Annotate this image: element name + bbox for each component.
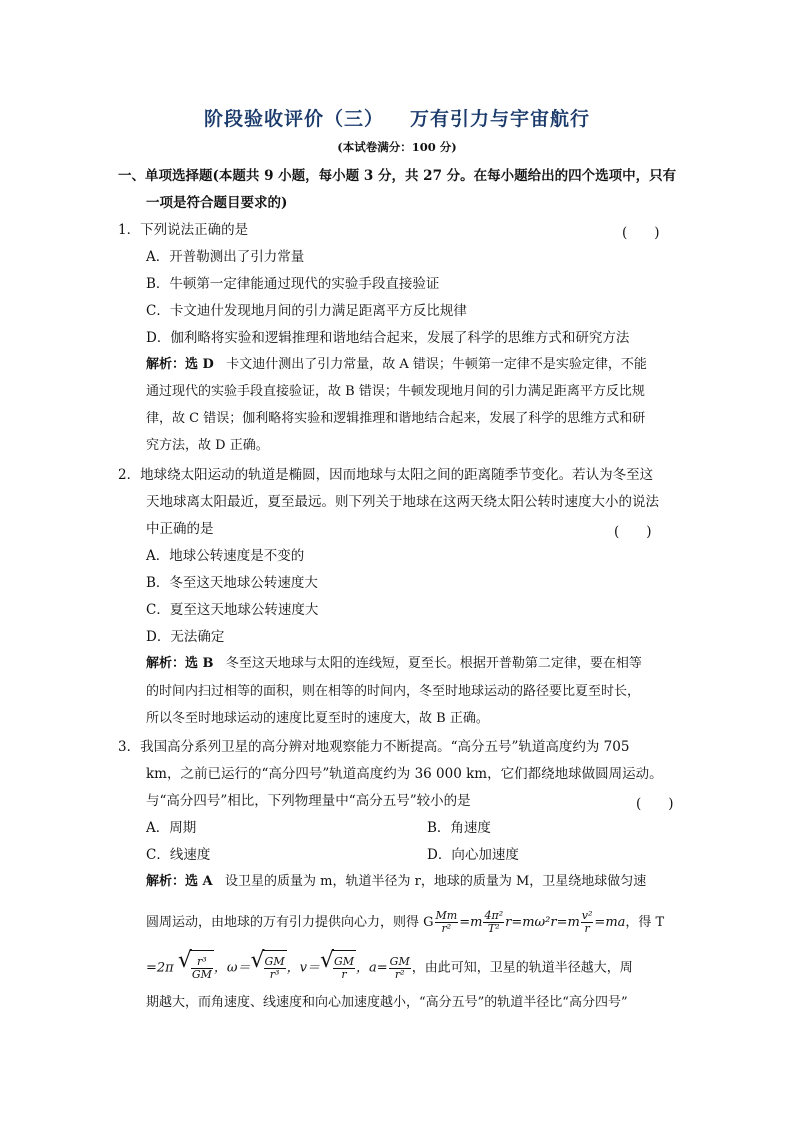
q3-explanation-text1: 设卫星的质量为 m，轨道半径为 r，地球的质量为 M，卫星绕地球做匀速 bbox=[225, 874, 647, 889]
q2-explanation-line3: 所以冬至时地球运动的速度比夏至时的速度大，故 B 正确。 bbox=[146, 711, 489, 726]
formula-sqrt-velocity: √ $\frac{GM}{r}$ bbox=[320, 950, 356, 986]
q2-option-a: A．地球公转速度是不变的 bbox=[146, 548, 305, 564]
q2-explanation-lead: 解析：选 B bbox=[146, 656, 214, 671]
q2-option-c: C．夏至这天地球公转速度大 bbox=[146, 602, 319, 618]
q3-explanation-text3: ，由此可知，卫星的轨道半径越大，周 bbox=[411, 960, 633, 976]
score-note: (本试卷满分：100 分) bbox=[337, 140, 457, 154]
q1-explanation-line2: 通过现代的实验手段直接验证，故 B 错误；牛顿发现地月间的引力满足距离平方反比规 bbox=[146, 384, 645, 399]
q3-option-b: B．角速度 bbox=[427, 820, 491, 836]
q1-explanation-line1 bbox=[146, 356, 647, 374]
q1-explanation-line4: 究方法，故 D 正确。 bbox=[146, 438, 269, 453]
formula-period-fraction: $\frac{\text{4π²}}{\text{T²}}$ bbox=[484, 909, 504, 935]
q1-option-b: B．牛顿第一定律能通过现代的实验手段直接验证 bbox=[146, 276, 440, 292]
section1-heading-line1: 一、单项选择题(本题共 9 小题，每小题 3 分，共 27 分。在每小题给出的四个选项中，只有 bbox=[118, 168, 677, 184]
q2-option-d: D．无法确定 bbox=[146, 629, 225, 645]
q2-explanation-line1 bbox=[146, 655, 642, 673]
q3-option-a: A．周期 bbox=[146, 820, 197, 836]
q1-option-d: D．伽利略将实验和逻辑推理和谐地结合起来，发展了科学的思维方式和研究方法 bbox=[146, 330, 630, 346]
q1-option-c: C．卡文迪什发现地月间的引力满足距离平方反比规律 bbox=[146, 303, 467, 319]
q3-explanation-line3: =2π √ $\frac{\text{r³}}{GM}$ ，ω＝ √ $\frac{GM}{\text{r³}}$ ，v＝ √ $\frac{GM}{r}$ ，a= $\frac{GM}{\text{r²}}$ ，由此可知，卫星的轨道半径越大，周 bbox=[146, 950, 633, 984]
q2-stem-line1: 2．地球绕太阳运动的轨道是椭圆，因而地球与太阳之间的距离随季节变化。若认为冬至这 bbox=[118, 467, 654, 483]
q2-stem-line3: 中正确的是 bbox=[146, 521, 214, 537]
q2-answer-bracket: ( ) bbox=[614, 524, 652, 540]
q3-explanation-line2: 圆周运动，由地球的万有引力提供向心力，则得 G $\frac{Mm}{\text{r²}}$ =m $\frac{\text{4π²}}{\text{T²}}$ r=mω²r=m $\frac{\text{v²}}{r}$ =ma，得 T bbox=[146, 909, 665, 935]
q3-option-d: D．向心加速度 bbox=[427, 847, 519, 863]
q3-stem-line3: 与“高分四号”相比，下列物理量中“高分五号”较小的是 bbox=[146, 793, 471, 809]
q1-stem: 1．下列说法正确的是 bbox=[118, 222, 249, 238]
q3-explanation-text2b: ，得 T bbox=[625, 915, 665, 930]
title-sub: 万有引力与宇宙航行 bbox=[410, 108, 591, 130]
q3-explanation-text2: 圆周运动，由地球的万有引力提供向心力，则得 G bbox=[146, 915, 434, 930]
page-title bbox=[0, 104, 794, 131]
q2-option-b: B．冬至这天地球公转速度大 bbox=[146, 575, 318, 591]
q2-explanation-text1: 冬至这天地球与太阳的连线短，夏至长。根据开普勒第二定律，要在相等 bbox=[225, 656, 642, 671]
q1-answer-bracket: ( ) bbox=[622, 225, 660, 241]
q3-option-c: C．线速度 bbox=[146, 847, 211, 863]
q3-answer-bracket: ( ) bbox=[636, 796, 674, 812]
formula-sqrt-omega: √ $\frac{GM}{\text{r³}}$ bbox=[251, 950, 287, 986]
q1-option-a: A．开普勒测出了引力常量 bbox=[146, 249, 305, 265]
q1-explanation-lead: 解析：选 D bbox=[146, 357, 214, 372]
formula-velocity-fraction: $\frac{\text{v²}}{r}$ bbox=[581, 909, 593, 935]
formula-acceleration-fraction: $\frac{GM}{\text{r²}}$ bbox=[389, 954, 410, 981]
section1-heading-line2: 一项是符合题目要求的) bbox=[146, 195, 288, 211]
formula-gravity-fraction: $\frac{Mm}{\text{r²}}$ bbox=[435, 909, 458, 935]
q3-stem-line1: 3．我国高分系列卫星的高分辨对地观察能力不断提高。“高分五号”轨道高度约为 705 bbox=[118, 739, 630, 755]
q1-explanation-line3: 律，故 C 错误；伽利略将实验和逻辑推理和谐地结合起来，发展了科学的思维方式和研 bbox=[146, 411, 646, 426]
q1-explanation-text1: 卡文迪什测出了引力常量，故 A 错误；牛顿第一定律不是实验定律，不能 bbox=[226, 357, 647, 372]
q3-stem-line2: km，之前已运行的“高分四号”轨道高度约为 36 000 km，它们都绕地球做圆周运动。 bbox=[146, 766, 663, 782]
q2-stem-line2: 天地球离太阳最近，夏至最远。则下列关于地球在这两天绕太阳公转时速度大小的说法 bbox=[146, 494, 659, 510]
q3-explanation-line4: 期越大，而角速度、线速度和向心加速度越小，“高分五号”的轨道半径比“高分四号” bbox=[146, 995, 628, 1010]
q3-explanation-lead: 解析：选 A bbox=[146, 874, 213, 889]
formula-sqrt-period: √ $\frac{\text{r³}}{GM}$ bbox=[178, 950, 214, 986]
q3-explanation-line1 bbox=[146, 873, 646, 891]
title-main: 阶段验收评价（三） bbox=[203, 108, 384, 130]
q2-explanation-line2: 的时间内扫过相等的面积，则在相等的时间内，冬至时地球运动的路径要比夏至时长， bbox=[146, 684, 641, 699]
